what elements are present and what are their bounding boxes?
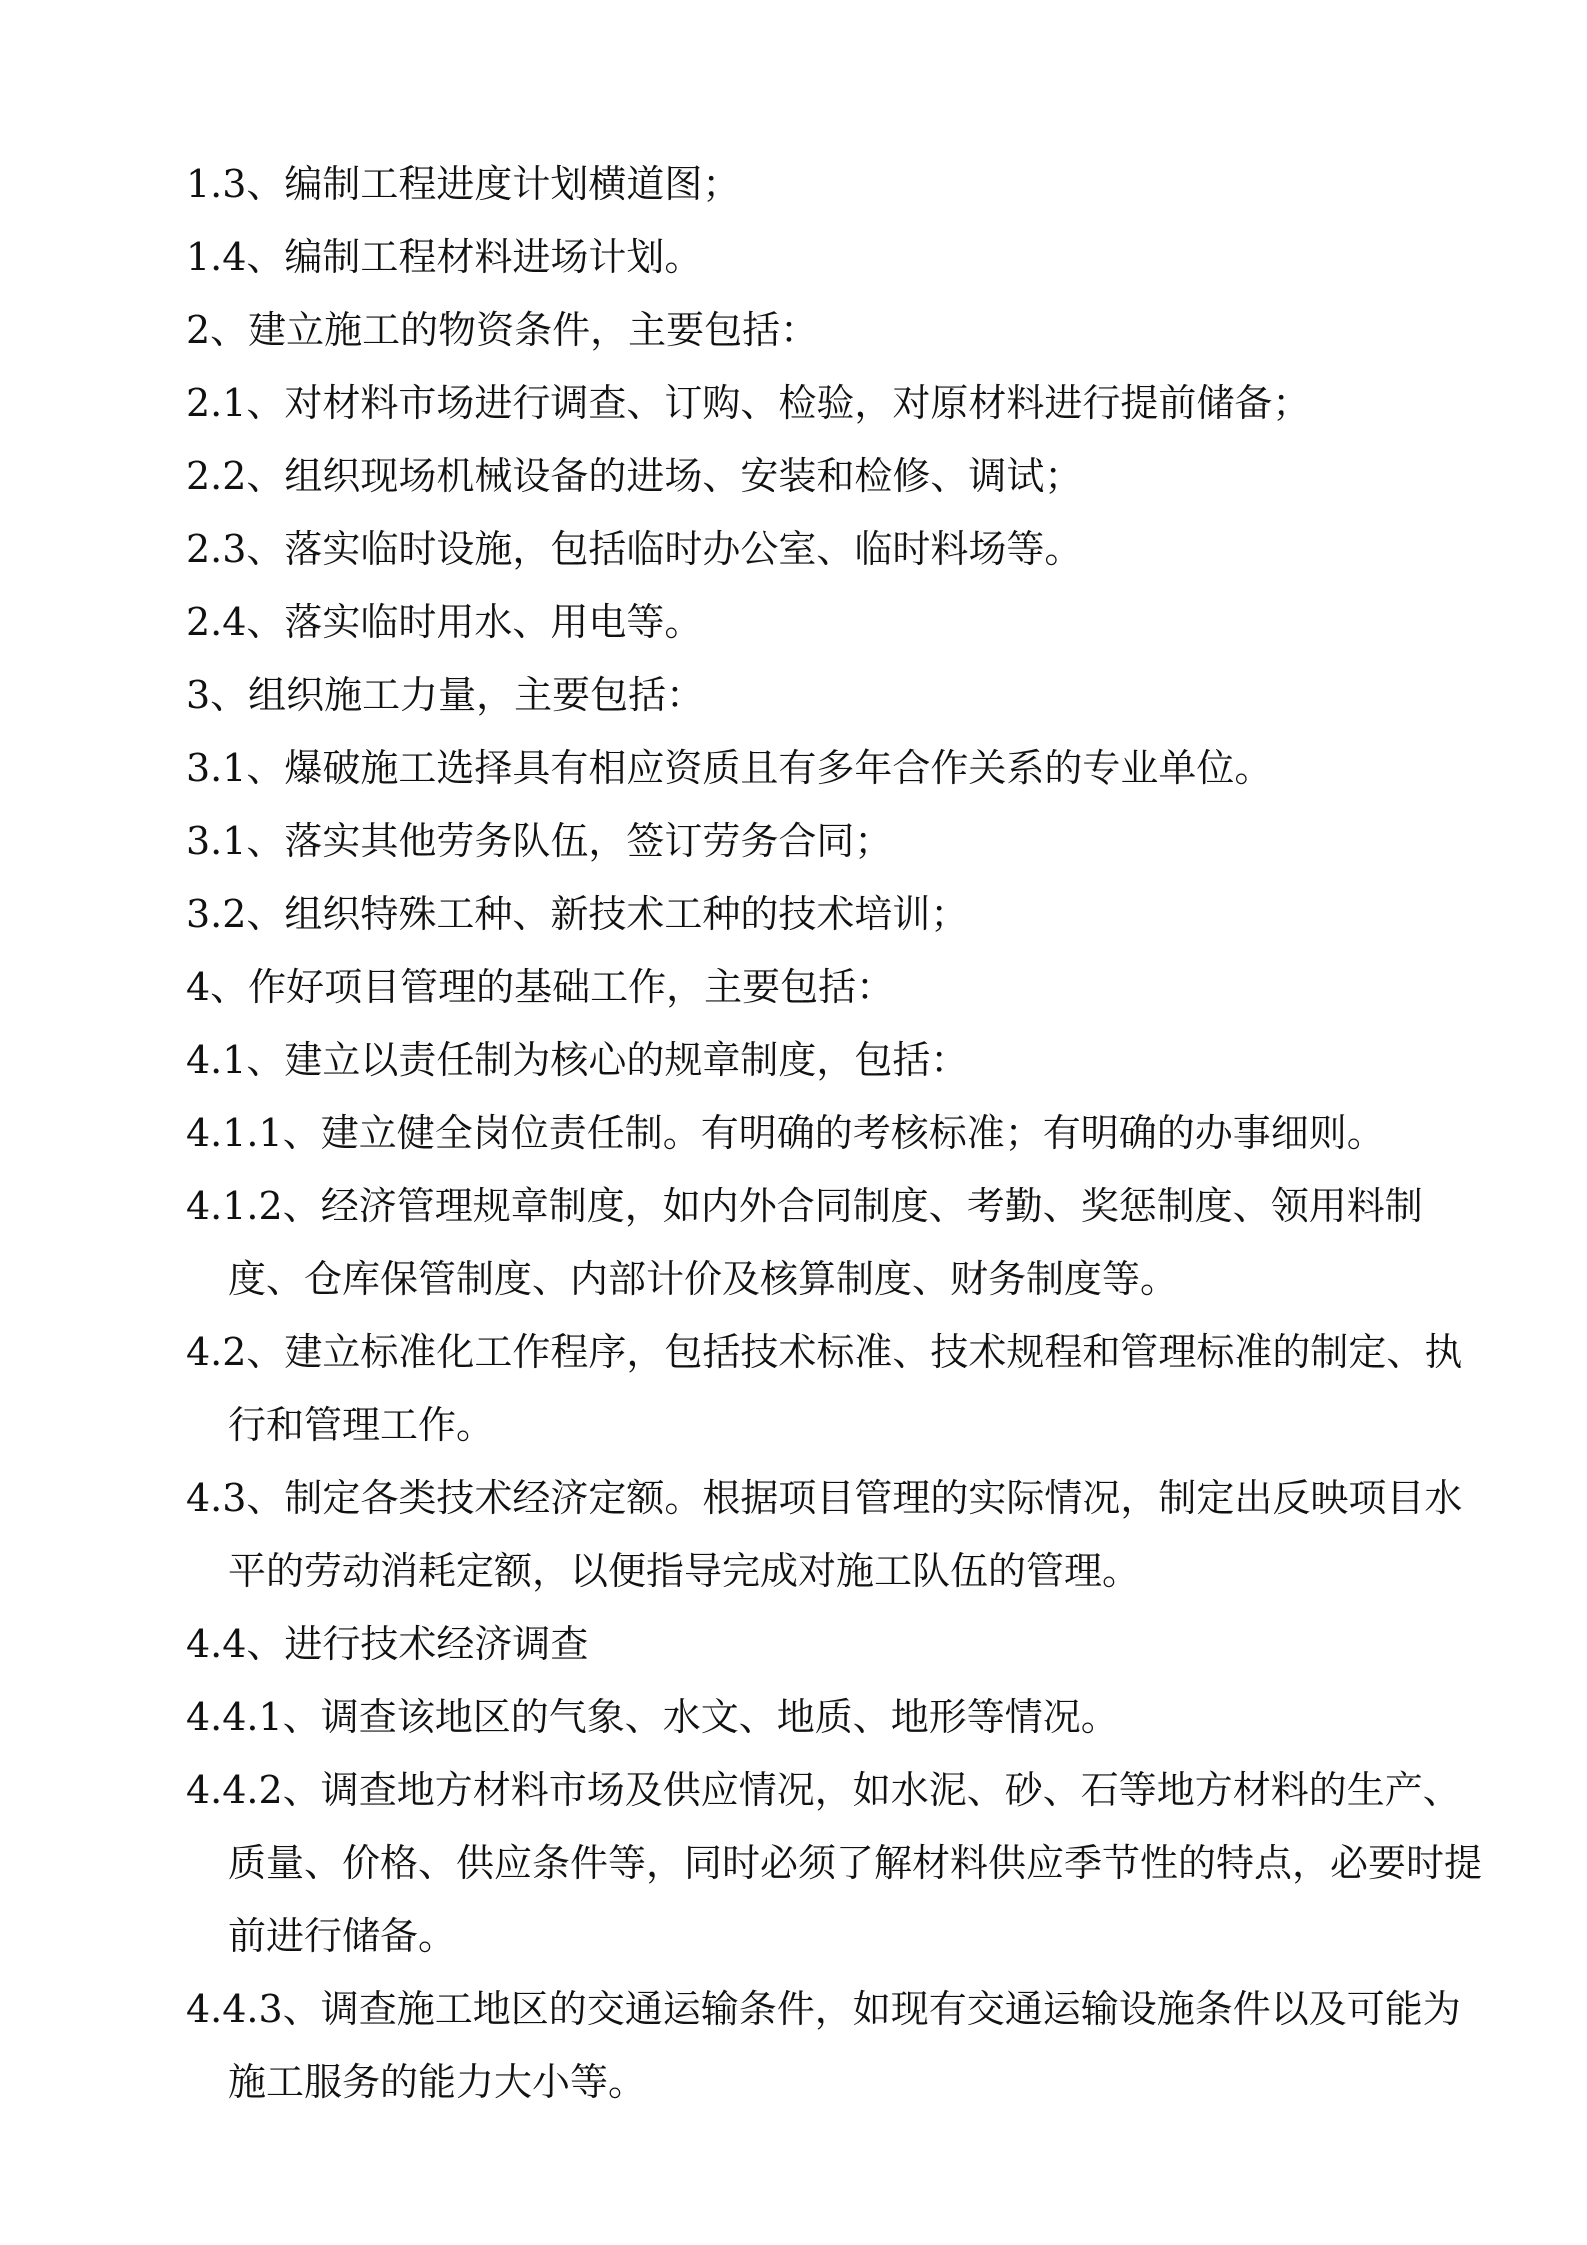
paragraph-1-3: 1.3、编制工程进度计划横道图； — [186, 162, 741, 206]
document-body — [186, 148, 1486, 2119]
paragraph-3: 3、组织施工力量，主要包括： — [186, 673, 705, 717]
paragraph-4-4-2: 4.4.2、调查地方材料市场及供应情况，如水泥、砂、石等地方材料的生产、质量、价格、供应条件等，同时必须了解材料供应季节性的特点，必要时提前进行储备。 — [186, 1768, 1483, 1958]
paragraph-4-1-2: 4.1.2、经济管理规章制度，如内外合同制度、考勤、奖惩制度、领用料制度、仓库保管制度、内部计价及核算制度、财务制度等。 — [186, 1184, 1423, 1301]
paragraph-4-4-3: 4.4.3、调查施工地区的交通运输条件，如现有交通运输设施条件以及可能为施工服务的能力大小等。 — [186, 1987, 1461, 2104]
paragraph-2-1: 2.1、对材料市场进行调查、订购、检验，对原材料进行提前储备； — [186, 381, 1311, 425]
paragraph-4-1: 4.1、建立以责任制为核心的规章制度，包括： — [186, 1038, 969, 1082]
paragraph-1-4: 1.4、编制工程材料进场计划。 — [186, 235, 703, 279]
paragraph-3-1-b: 3.1、落实其他劳务队伍，签订劳务合同； — [186, 819, 893, 863]
paragraph-4-4: 4.4、进行技术经济调查 — [186, 1622, 589, 1666]
paragraph-2-3: 2.3、落实临时设施，包括临时办公室、临时料场等。 — [186, 527, 1083, 571]
paragraph-2-4: 2.4、落实临时用水、用电等。 — [186, 600, 703, 644]
paragraph-3-2: 3.2、组织特殊工种、新技术工种的技术培训； — [186, 892, 969, 936]
paragraph-4-2: 4.2、建立标准化工作程序，包括技术标准、技术规程和管理标准的制定、执行和管理工作。 — [186, 1330, 1463, 1447]
paragraph-3-1-a: 3.1、爆破施工选择具有相应资质且有多年合作关系的专业单位。 — [186, 746, 1273, 790]
paragraph-2: 2、建立施工的物资条件，主要包括： — [186, 308, 819, 352]
paragraph-4-3: 4.3、制定各类技术经济定额。根据项目管理的实际情况，制定出反映项目水平的劳动消耗定额，以便指导完成对施工队伍的管理。 — [186, 1476, 1463, 1593]
paragraph-4-1-1: 4.1.1、建立健全岗位责任制。有明确的考核标准；有明确的办事细则。 — [186, 1111, 1385, 1155]
paragraph-2-2: 2.2、组织现场机械设备的进场、安装和检修、调试； — [186, 454, 1083, 498]
paragraph-4: 4、作好项目管理的基础工作，主要包括： — [186, 965, 895, 1009]
paragraph-4-4-1: 4.4.1、调查该地区的气象、水文、地质、地形等情况。 — [186, 1695, 1119, 1739]
